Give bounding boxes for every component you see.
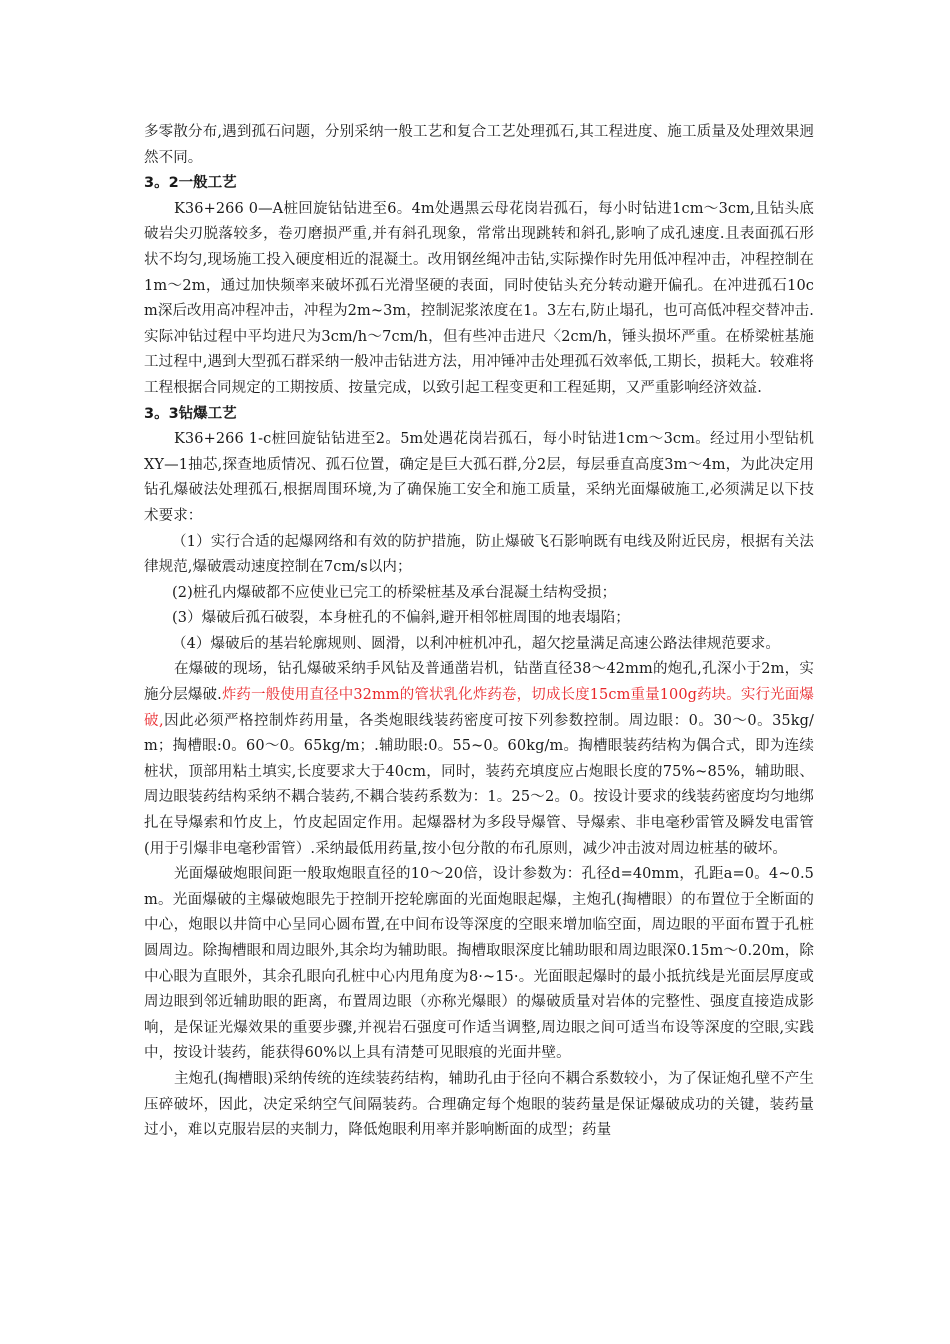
section-heading-3-3: 3。3钻爆工艺 <box>144 405 237 422</box>
paragraph-main-hole-charging: 主炮孔(掏槽眼)采纳传统的连续装药结构，辅助孔由于径向不耦合系数较小，为了保证炮孔壁不产生压碎破坏，因此，决定采纳空气间隔装药。合理确定每个炮眼的装药量是保证爆破成功的关键，装药量过小，难以克服岩层的夹制力，降低炮眼利用率并影响断面的成型；药量 <box>144 1070 814 1139</box>
requirement-item-4: （4）爆破后的基岩轮廓规则、圆滑，以利冲桩机冲孔，超欠挖量满足高速公路法律规范要求。 <box>172 635 780 652</box>
blasting-charge-text: 因此必须严格控制炸药用量，各类炮眼线装药密度可按下列参数控制。周边眼：0。30～0。35kg/m；掏槽眼:0。60～0。65kg/m；.辅助眼:0。55~0。60kg/m。掏槽眼装药结构为偶合式，即为连续桩状，顶部用粘土填实,长度要求大于40cm，同时，装药充填度应占炮眼长度的75%~85%，辅助眼、周边眼装药结构采纳不耦合装药,不耦合装药系数为：1。25～2。0。按设计要求的线装药密度均匀地绑扎在导爆索和竹皮上，竹皮起固定作用。起爆器材为多段导爆管、导爆索、非电毫秒雷管及瞬发电雷管(用于引爆非电毫秒雷管）.采纳最低用药量,按小包分散的布孔原则，减少冲击波对周边桩基的破坏。 <box>144 712 814 857</box>
requirement-item-1: （1）实行合适的起爆网络和有效的防护措施，防止爆破飞石影响既有电线及附近民房，根据有关法律规范,爆破震动速度控制在7cm/s以内； <box>144 533 814 576</box>
paragraph-intro-continuation: 多零散分布,遇到孤石问题，分别采纳一般工艺和复合工艺处理孤石,其工程进度、施工质量及处理效果迥然不同。 <box>144 124 814 166</box>
paragraph-smooth-blasting: 光面爆破炮眼间距一般取炮眼直径的10～20倍，设计参数为：孔径d=40mm，孔距a=0。4~0.5m。光面爆破的主爆破炮眼先于控制开挖轮廓面的光面炮眼起爆，主炮孔(掏槽眼）的布置位于全断面的中心，炮眼以井筒中心呈同心圆布置,在中间布设等深度的空眼来增加临空面，周边眼的平面布置于孔桩圆周边。除掏槽眼和周边眼外,其余均为辅助眼。掏槽取眼深度比辅助眼和周边眼深0.15m～0.20m，除中心眼为直眼外，其余孔眼向孔桩中心内甩角度为8·~15·。光面眼起爆时的最小抵抗线是光面层厚度或周边眼到邻近辅助眼的距离，布置周边眼（亦称光爆眼）的爆破质量对岩体的完整性、强度直接造成影响，是保证光爆效果的重要步骤,并视岩石强度可作适当调整,周边眼之间可适当布设等深度的空眼,实践中，按设计装药，能获得60%以上具有清楚可见眼痕的光面井壁。 <box>144 866 814 1062</box>
requirement-item-3: (3）爆破后孤石破裂，本身桩孔的不偏斜,避开相邻桩周围的地表塌陷； <box>172 610 630 627</box>
section-heading-3-2: 3。2一般工艺 <box>144 175 237 192</box>
paragraph-drill-blast-intro: K36+266 1-c桩回旋钻钻进至2。5m处遇花岗岩孤石，每小时钻进1cm～3cm。经过用小型钻机XY—1抽芯,探查地质情况、孤石位置，确定是巨大孤石群,分2层，每层垂直高度3m～4m，为此决定用钻孔爆破法处理孤石,根据周围环境,为了确保施工安全和施工质量，采纳光面爆破施工,必须满足以下技术要求： <box>144 431 814 524</box>
blasting-site-text: 在爆破的现场，钻孔爆破采纳手风钻及普通凿岩机，钻凿直径38～42mm的炮孔,孔深小于2m，实施分层爆破. <box>144 661 814 704</box>
highlighted-explosive-spec: 炸药一般使用直径中32mm的管状乳化炸药卷，切成长度15cm重量100g药块。实行光面爆破, <box>144 687 814 729</box>
paragraph-general-process: K36+266 0—A桩回旋钻钻进至6。4m处遇黑云母花岗岩孤石，每小时钻进1cm～3cm,且钻头底破岩尖刃脱落较多，卷刃磨损严重,并有斜孔现象，常常出现跳转和斜孔,影响了成孔速度.且表面孤石形状不均匀,现场施工投入硬度相近的混凝土。改用钢丝绳冲击钻,实际操作时先用低冲程冲击，冲程控制在1m～2m，通过加快频率来破坏孤石光滑坚硬的表面，同时使钻头充分转动避开偏孔。在冲进孤石10cm深后改用高冲程冲击，冲程为2m~3m，控制泥浆浓度在1。3左右,防止塌孔，也可高低冲程交替冲击.实际冲钻过程中平均进尺为3cm/h～7cm/h，但有些冲击进尺〈2cm/h，锤头损坏严重。在桥梁桩基施工过程中,遇到大型孤石群采纳一般冲击钻进方法，用冲锤冲击处理孤石效率低,工期长，损耗大。较难将工程根据合同规定的工期按质、按量完成，以致引起工程变更和工程延期，又严重影响经济效益. <box>144 200 814 396</box>
paragraph-blasting-site <box>144 657 814 862</box>
requirement-item-2: (2)桩孔内爆破都不应使业已完工的桥梁桩基及承台混凝土结构受损； <box>172 584 617 601</box>
document-page <box>144 120 814 1144</box>
